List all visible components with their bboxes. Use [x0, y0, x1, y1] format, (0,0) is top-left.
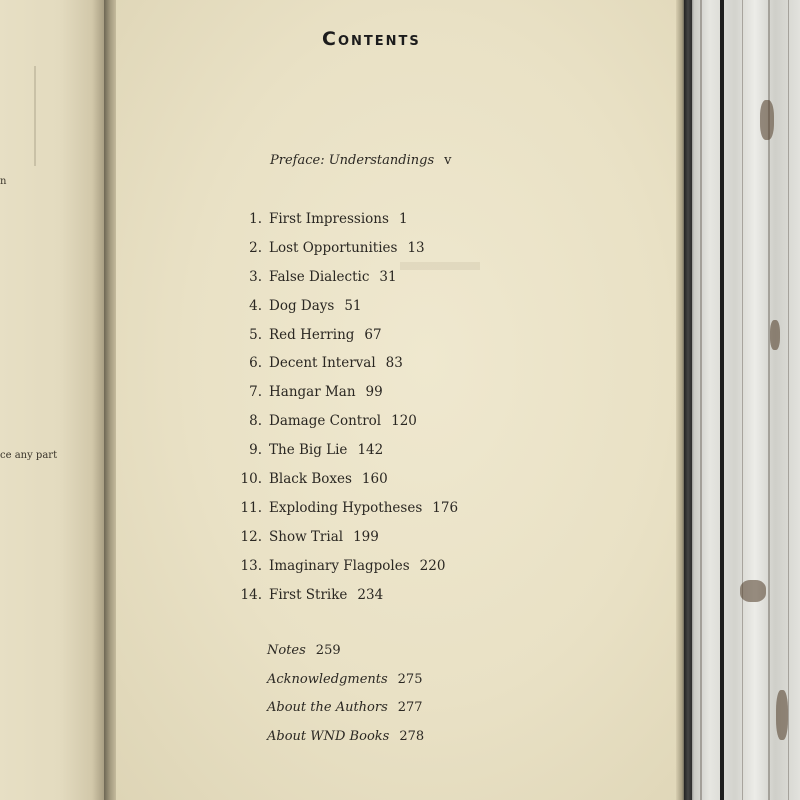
backmatter-page: 277 [397, 700, 423, 715]
backmatter-label: Acknowledgments [267, 671, 388, 687]
chapter-title: First Impressions [269, 211, 389, 227]
backmatter-entry [267, 637, 424, 666]
chapter-title: Hangar Man [269, 384, 356, 401]
backmatter-label: About the Authors [267, 700, 388, 715]
chapter-page: 142 [357, 442, 384, 459]
chapter-page: 234 [357, 586, 384, 603]
chapter-entry [232, 494, 458, 523]
chapter-number: 13. [240, 557, 262, 574]
wood-knot [770, 320, 780, 350]
chapter-entry [232, 581, 458, 610]
book-cover-edge [684, 0, 692, 800]
left-page-fragment: ce any part [0, 450, 58, 461]
backmatter-label: Notes [267, 643, 306, 658]
chapter-number: 7. [249, 384, 262, 401]
chapter-number: 1. [249, 211, 262, 227]
preface-entry [270, 153, 451, 168]
chapter-entry [232, 552, 458, 581]
chapter-entry [232, 321, 458, 350]
preface-page: v [444, 153, 452, 168]
left-page [0, 0, 108, 800]
backmatter-list [267, 637, 424, 751]
backmatter-entry [267, 723, 424, 752]
chapter-page: 83 [385, 355, 403, 372]
chapter-page: 176 [432, 499, 459, 516]
chapter-number: 12. [240, 528, 262, 545]
wooden-surface [680, 0, 800, 800]
chapter-entry [232, 263, 458, 292]
chapter-title: Dog Days [269, 297, 335, 314]
left-page-fragment: n [0, 176, 7, 187]
chapter-title: False Dialectic [269, 268, 370, 285]
chapter-title: Imaginary Flagpoles [269, 557, 410, 574]
chapter-title: Black Boxes [269, 471, 352, 488]
wood-grain [700, 0, 702, 800]
chapter-page: 1 [398, 211, 408, 227]
chapter-number: 11. [240, 499, 262, 516]
chapter-entry [232, 465, 458, 494]
chapter-entry [232, 205, 458, 234]
chapter-title: The Big Lie [269, 442, 348, 459]
chapter-page: 220 [419, 557, 446, 574]
plank-gap [720, 0, 724, 800]
backmatter-page: 259 [315, 643, 341, 658]
wood-knot [776, 690, 788, 740]
chapter-number: 9. [249, 442, 262, 459]
chapter-entry [232, 523, 458, 552]
chapter-title: Show Trial [269, 528, 344, 545]
backmatter-entry [267, 666, 424, 695]
backmatter-page: 278 [399, 728, 425, 744]
backmatter-entry [267, 694, 424, 723]
chapter-entry [232, 349, 458, 378]
chapter-number: 14. [240, 586, 262, 603]
chapter-number: 6. [249, 355, 262, 372]
chapter-title: Red Herring [269, 326, 355, 343]
backmatter-label: About WND Books [267, 728, 390, 744]
chapter-title: First Strike [269, 586, 348, 603]
chapter-page: 99 [365, 384, 383, 401]
chapter-entry [232, 407, 458, 436]
chapter-title: Lost Opportunities [269, 239, 398, 256]
chapter-entry [232, 378, 458, 407]
chapter-number: 2. [249, 239, 262, 256]
page-title: Contents [322, 28, 421, 50]
chapter-entry [232, 436, 458, 465]
backmatter-page: 275 [397, 671, 423, 687]
wood-knot [760, 100, 774, 140]
chapter-title: Exploding Hypotheses [269, 499, 423, 516]
chapter-number: 4. [249, 297, 262, 314]
bleed-through-mark [6, 66, 36, 166]
preface-label: Preface: Understandings [270, 153, 435, 168]
chapter-page: 51 [344, 297, 362, 314]
wood-grain [788, 0, 789, 800]
chapter-title: Damage Control [269, 413, 382, 430]
chapter-page: 160 [361, 471, 388, 488]
wood-grain [742, 0, 743, 800]
chapter-page: 13 [407, 239, 425, 256]
chapter-entry [232, 234, 458, 263]
chapter-number: 8. [249, 413, 262, 430]
chapter-list [232, 205, 458, 609]
chapter-title: Decent Interval [269, 355, 376, 372]
chapter-number: 5. [249, 326, 262, 343]
chapter-entry [232, 292, 458, 321]
chapter-page: 120 [391, 413, 417, 430]
chapter-number: 10. [240, 471, 262, 488]
chapter-page: 67 [364, 326, 382, 343]
chapter-page: 199 [353, 528, 379, 545]
chapter-page: 31 [379, 268, 397, 285]
chapter-number: 3. [249, 268, 262, 285]
wood-knot [740, 580, 766, 602]
